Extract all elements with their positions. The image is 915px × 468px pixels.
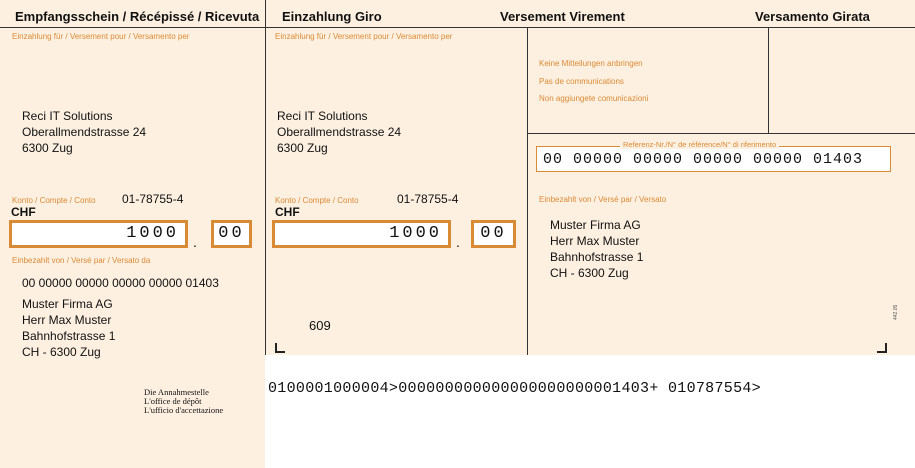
receipt-payable-to-label: Einzahlung für / Versement pour / Versamento per (12, 32, 190, 41)
beneficiary-line: 6300 Zug (22, 141, 73, 155)
receipt-payer-address (22, 296, 115, 360)
print-code: 442.05 (893, 304, 899, 320)
receipt-account-number: 01-78755-4 (122, 192, 184, 206)
section-divider (527, 27, 528, 355)
receipt-amount-cents[interactable]: 00 (211, 220, 252, 248)
communication-divider (768, 27, 769, 133)
giro-currency: CHF (275, 205, 300, 219)
paid-by-label: Einbezahlt von / Versé par / Versato (539, 195, 667, 204)
office-line: L'ufficio d'accettazione (144, 405, 224, 415)
payer-line: CH - 6300 Zug (22, 345, 101, 359)
receipt-header: Empfangsschein / Récépissé / Ricevuta (15, 9, 260, 24)
office-line: Die Annahmestelle (144, 387, 209, 397)
receipt-reference: 00 00000 00000 00000 00000 01403 (22, 276, 219, 290)
payer-line: Bahnhofstrasse 1 (550, 250, 644, 264)
reference-number-label: Referenz-Nr./N° de référence/N° di riferimento (620, 140, 779, 149)
giro-amount-francs[interactable]: 1000 (272, 220, 451, 248)
receipt-paid-by-label: Einbezahlt von / Versé par / Versato da (12, 256, 151, 265)
coding-line: 0100001000004>000000000000000000000001403+ 010787554> (268, 380, 761, 397)
reference-rule (527, 133, 915, 134)
no-communication-de: Keine Mitteilungen anbringen (539, 59, 643, 68)
beneficiary-line: Oberallmendstrasse 24 (22, 125, 147, 139)
payer-line: Herr Max Muster (22, 313, 112, 327)
giro-amount-cents[interactable]: 00 (471, 220, 516, 248)
payer-line: Muster Firma AG (550, 218, 641, 232)
payer-line: CH - 6300 Zug (550, 266, 629, 280)
office-line: L'office de dépôt (144, 396, 202, 406)
reference-number-field[interactable]: 00 00000 00000 00000 00000 01403 (536, 146, 891, 172)
giro-header: Einzahlung Giro (282, 9, 382, 24)
girata-header: Versamento Girata (755, 9, 870, 24)
payer-address (550, 217, 643, 281)
virement-header: Versement Virement (500, 9, 625, 24)
receipt-currency: CHF (11, 205, 36, 219)
giro-account-label: Konto / Compte / Conto (275, 196, 359, 205)
header-rule (0, 27, 915, 28)
beneficiary-line: 6300 Zug (277, 141, 328, 155)
receipt-account-label: Konto / Compte / Conto (12, 196, 96, 205)
receipt-amount-francs[interactable]: 1000 (9, 220, 188, 248)
form-code: 609 (309, 318, 331, 333)
receipt-divider (265, 0, 266, 355)
acceptance-office (144, 388, 223, 415)
receipt-lower-section (0, 355, 265, 468)
receipt-decimal-dot: . (193, 234, 197, 250)
beneficiary-line: Oberallmendstrasse 24 (277, 125, 402, 139)
beneficiary-line: Reci IT Solutions (277, 109, 368, 123)
beneficiary-line: Reci IT Solutions (22, 109, 113, 123)
giro-payable-to-label: Einzahlung für / Versement pour / Versamento per (275, 32, 453, 41)
giro-beneficiary-address (277, 108, 401, 156)
payer-line: Muster Firma AG (22, 297, 113, 311)
giro-account-number: 01-78755-4 (397, 192, 459, 206)
no-communication-it: Non aggiungete comunicazioni (539, 94, 649, 103)
receipt-beneficiary-address (22, 108, 146, 156)
payer-line: Bahnhofstrasse 1 (22, 329, 116, 343)
giro-decimal-dot: . (456, 234, 460, 250)
no-communication-fr: Pas de communications (539, 77, 624, 86)
corner-mark-left (275, 343, 285, 353)
corner-mark-right (877, 343, 887, 353)
payer-line: Herr Max Muster (550, 234, 640, 248)
